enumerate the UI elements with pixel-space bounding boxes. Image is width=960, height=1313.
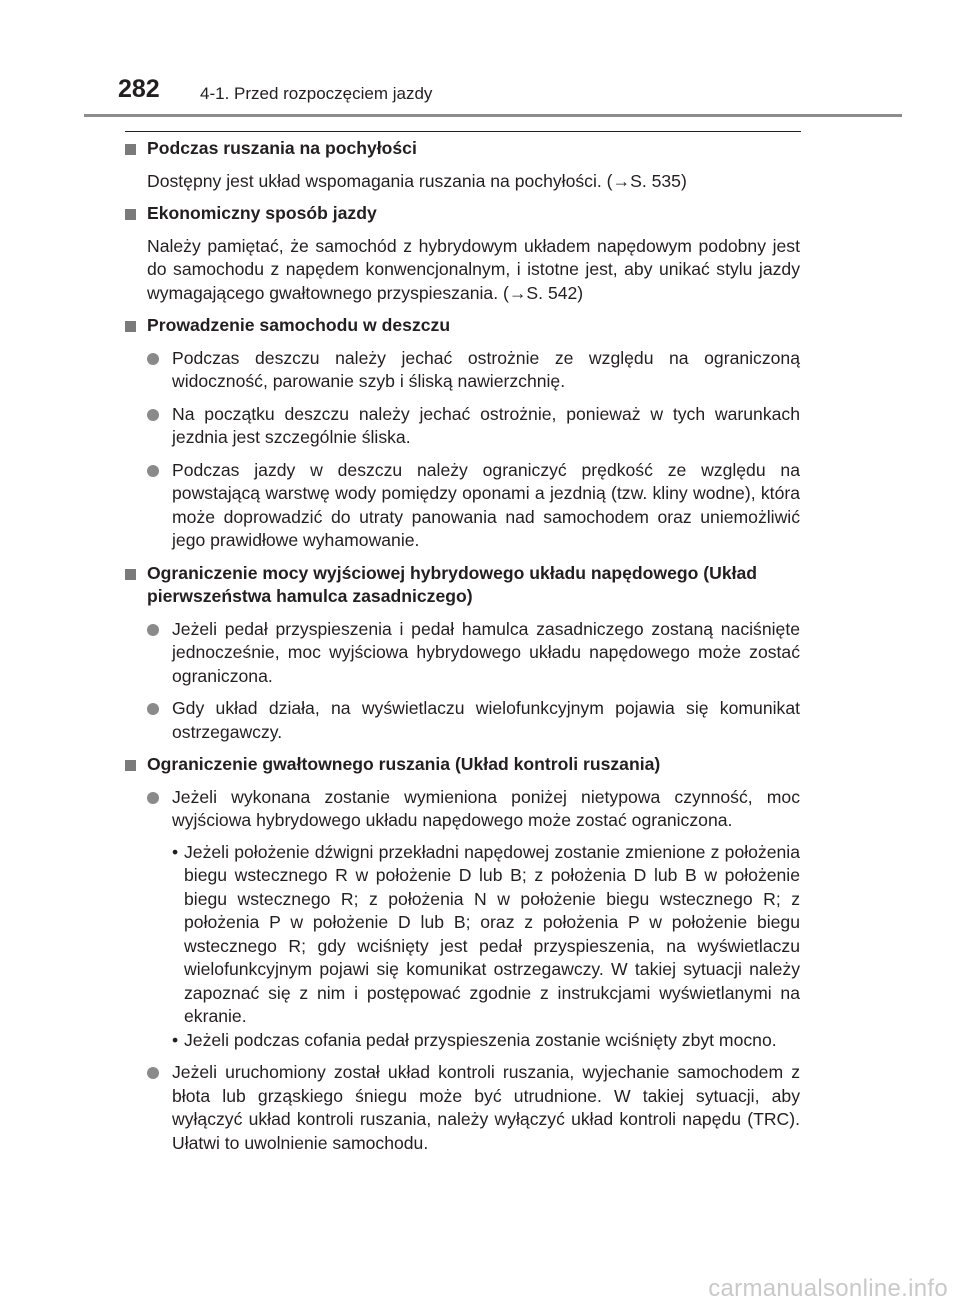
list-item <box>125 403 800 450</box>
section-rain-driving <box>125 314 800 553</box>
section-heading <box>125 314 800 338</box>
section-drive-start-control <box>125 753 800 1155</box>
list-item-text: Jeżeli uruchomiony został układ kontroli ruszania, wyjechanie samochodem z błota lub grząskiego śniegu może być utrudnione. W takiej sytuacji, aby wyłączyć układ kontroli ruszania, należy wyłączyć układ kontroli napędu (TRC). Ułatwi to uwolnienie samochodu. <box>172 1062 800 1153</box>
round-bullet-icon <box>147 792 159 804</box>
section-title: Ograniczenie gwałtownego ruszania (Układ kontroli ruszania) <box>147 754 661 774</box>
sub-list-item <box>125 1029 800 1053</box>
page-number: 282 <box>118 75 160 103</box>
round-bullet-icon <box>147 624 159 636</box>
section-heading <box>125 562 800 609</box>
list-item-text: Podczas deszczu należy jechać ostrożnie ze względu na ograniczoną widoczność, parowanie szyb i śliską nawierzchnię. <box>172 347 800 391</box>
square-bullet-icon <box>125 760 136 771</box>
round-bullet-icon <box>147 1067 159 1079</box>
section-hill-start <box>125 137 800 193</box>
list-item <box>125 459 800 553</box>
sub-list-item <box>125 841 800 1029</box>
page-content <box>125 137 800 1164</box>
list-item <box>125 786 800 833</box>
round-bullet-icon <box>147 465 159 477</box>
round-bullet-icon <box>147 703 159 715</box>
section-brake-override <box>125 562 800 745</box>
square-bullet-icon <box>125 144 136 155</box>
section-text: Należy pamiętać, że samochód z hybrydowym układem napędowym podobny jest do samochodu z napędem konwencjonalnym, i istotne jest, aby unikać stylu jazdy wymagającego gwałtownego przyspieszania. (→S. 542) <box>147 235 800 303</box>
section-title: Ekonomiczny sposób jazdy <box>147 203 377 223</box>
list-item-text: Na początku deszczu należy jechać ostrożnie, ponieważ w tych warunkach jezdnia jest szczególnie śliska. <box>172 403 800 447</box>
list-item-text: Jeżeli wykonana zostanie wymieniona poniżej nietypowa czynność, moc wyjściowa hybrydowego układu napędowego może zostać ograniczona. <box>172 786 800 830</box>
square-bullet-icon <box>125 321 136 332</box>
sub-list-item-text: Jeżeli podczas cofania pedał przyspieszenia zostanie wciśnięty zbyt mocno. <box>184 1029 777 1050</box>
section-heading <box>125 202 800 226</box>
round-bullet-icon <box>147 353 159 365</box>
round-bullet-icon <box>147 409 159 421</box>
section-heading <box>125 753 800 777</box>
list-item <box>125 1061 800 1155</box>
section-heading <box>125 137 800 161</box>
watermark: carmanualsonline.info <box>708 1275 948 1302</box>
section-title: Ograniczenie mocy wyjściowej hybrydowego układu napędowego (Układ pierwszeństwa hamulca zasadniczego) <box>147 562 758 606</box>
list-item-text: Gdy układ działa, na wyświetlaczu wielofunkcyjnym pojawia się komunikat ostrzegawczy. <box>172 698 800 742</box>
square-bullet-icon <box>125 209 136 220</box>
section-title: Prowadzenie samochodu w deszczu <box>147 315 451 335</box>
section-economic-driving <box>125 202 800 305</box>
square-bullet-icon <box>125 569 136 580</box>
list-item-text: Jeżeli pedał przyspieszenia i pedał hamulca zasadniczego zostaną naciśnięte jednocześnie, moc wyjściowa hybrydowego układu napędowego może zostać ograniczona. <box>172 618 800 686</box>
sub-list-item-text: Jeżeli położenie dźwigni przekładni napędowej zostanie zmienione z położenia biegu wstecznego R w położenie D lub B; z położenia D lub B w położenie biegu wstecznego R; z położenia N w położenie biegu wstecznego R; z położenia P w położenie D lub B; oraz z położenia P w położenie biegu wstecznego R; gdy wciśnięty jest pedał przyspieszenia, na wyświetlaczu wielofunkcyjnym pojawi się komunikat ostrzegawczy. W takiej sytuacji należy zapoznać się z nim i postępować zgodnie z instrukcjami wyświetlanymi na ekranie. <box>184 841 800 1026</box>
list-item-text: Podczas jazdy w deszczu należy ograniczyć prędkość ze względu na powstającą warstwę wody pomiędzy oponami a jezdnią (tzw. kliny wodne), która może doprowadzić do utraty panowania nad samochodem oraz uniemożliwić jego prawidłowe wyhamowanie. <box>172 459 800 550</box>
section-text: Dostępny jest układ wspomagania ruszania na pochyłości. (→S. 535) <box>147 170 687 191</box>
list-item <box>125 347 800 394</box>
list-item <box>125 618 800 689</box>
section-title: Podczas ruszania na pochyłości <box>147 138 417 158</box>
section-rule <box>125 131 801 132</box>
sub-bullet-mark: • <box>172 841 179 862</box>
sub-bullet-mark: • <box>172 1029 179 1050</box>
chapter-title: 4-1. Przed rozpoczęciem jazdy <box>200 84 433 103</box>
list-item <box>125 697 800 744</box>
header-rule <box>84 114 902 117</box>
